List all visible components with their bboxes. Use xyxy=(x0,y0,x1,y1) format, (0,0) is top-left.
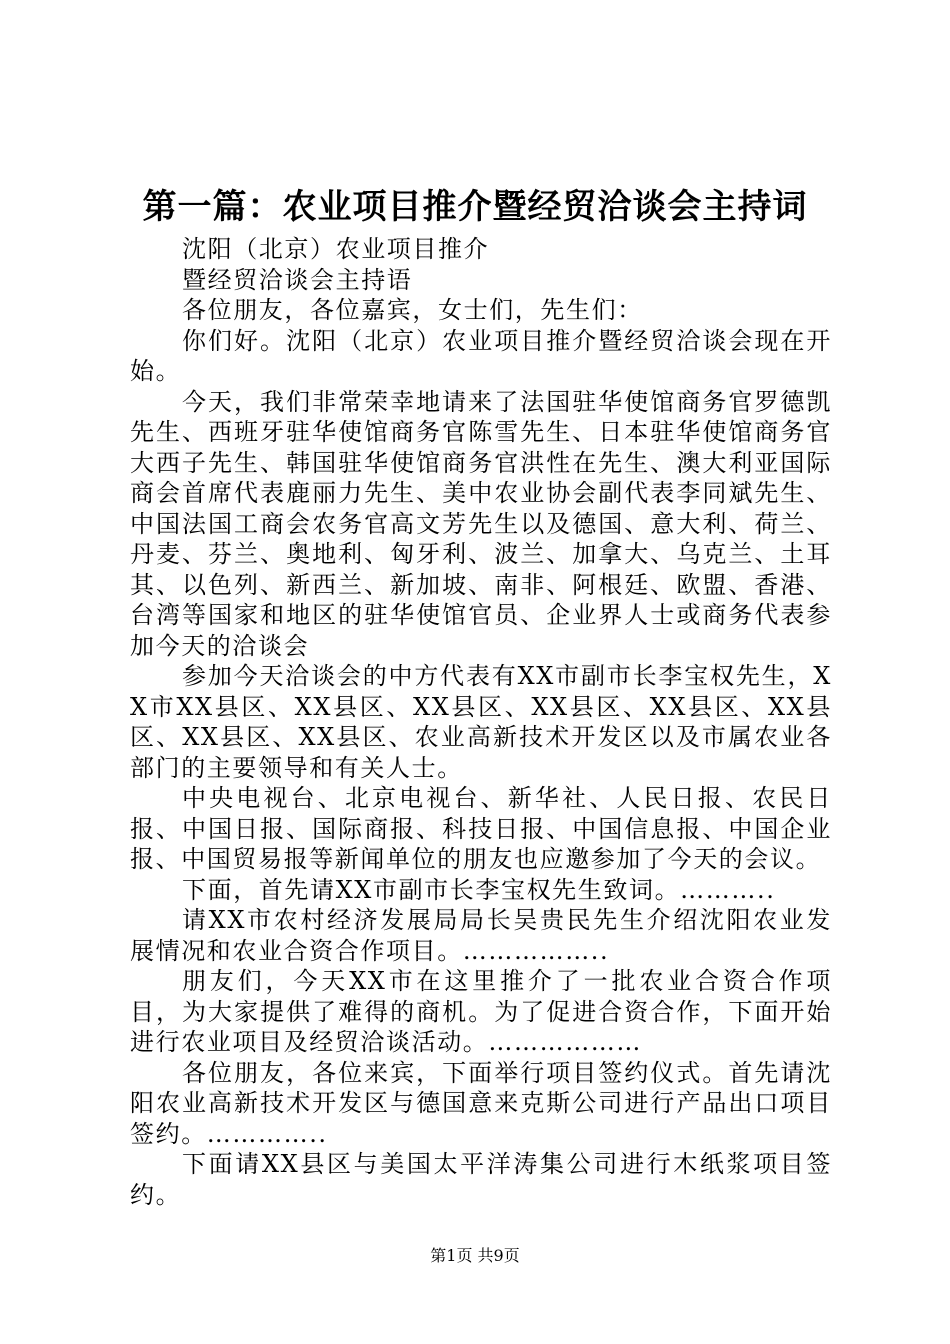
paragraph: 你们好。沈阳（北京）农业项目推介暨经贸洽谈会现在开始。 xyxy=(130,326,832,385)
paragraph: 今天，我们非常荣幸地请来了法国驻华使馆商务官罗德凯先生、西班牙驻华使馆商务官陈雪先生、日本驻华使馆商务官大西子先生、韩国驻华使馆商务官洪性在先生、澳大利亚国际商会首席代表鹿丽力先生、美中农业协会副代表李同斌先生、中国法国工商会农务官高文芳先生以及德国、意大利、荷兰、丹麦、芬兰、奥地利、匈牙利、波兰、加拿大、乌克兰、土耳其、以色列、新西兰、新加坡、南非、阿根廷、欧盟、香港、台湾等国家和地区的驻华使馆官员、企业界人士或商务代表参加今天的洽谈会 xyxy=(130,387,832,660)
paragraph: 朋友们，今天XX市在这里推介了一批农业合资合作项目，为大家提供了难得的商机。为了促进合资合作，下面开始进行农业项目及经贸洽谈活动。……………… xyxy=(130,967,832,1056)
paragraph: 下面，首先请XX市副市长李宝权先生致词。……….. xyxy=(182,875,776,904)
paragraph: 参加今天洽谈会的中方代表有XX市副市长李宝权先生，XX市XX县区、XX县区、XX县区、XX县区、XX县区、XX县区、XX县区、XX县区、农业高新技术开发区以及市属农业各部门的主要领导和有关人士。 xyxy=(130,662,832,782)
paragraph: 请XX市农村经济发展局局长吴贵民先生介绍沈阳农业发展情况和农业合资合作项目。…………….. xyxy=(130,906,832,965)
paragraph: 各位朋友，各位嘉宾，女士们，先生们： xyxy=(182,296,643,324)
paragraph: 沈阳（北京）农业项目推介 xyxy=(182,235,490,263)
paragraph: 中央电视台、北京电视台、新华社、人民日报、农民日报、中国日报、国际商报、科技日报、中国信息报、中国企业报、中国贸易报等新闻单位的朋友也应邀参加了今天的会议。 xyxy=(130,784,832,873)
document-body xyxy=(130,234,832,1210)
paragraph: 各位朋友，各位来宾，下面举行项目签约仪式。首先请沈阳农业高新技术开发区与德国意来克斯公司进行产品出口项目签约。………….. xyxy=(130,1058,832,1148)
paragraph: 暨经贸洽谈会主持语 xyxy=(182,265,413,294)
page-number-footer: 第1页 共9页 xyxy=(430,1246,520,1265)
document-title: 第一篇：农业项目推介暨经贸洽谈会主持词 xyxy=(142,187,808,227)
paragraph: 下面请XX县区与美国太平洋涛集公司进行木纸浆项目签约。 xyxy=(130,1150,832,1209)
